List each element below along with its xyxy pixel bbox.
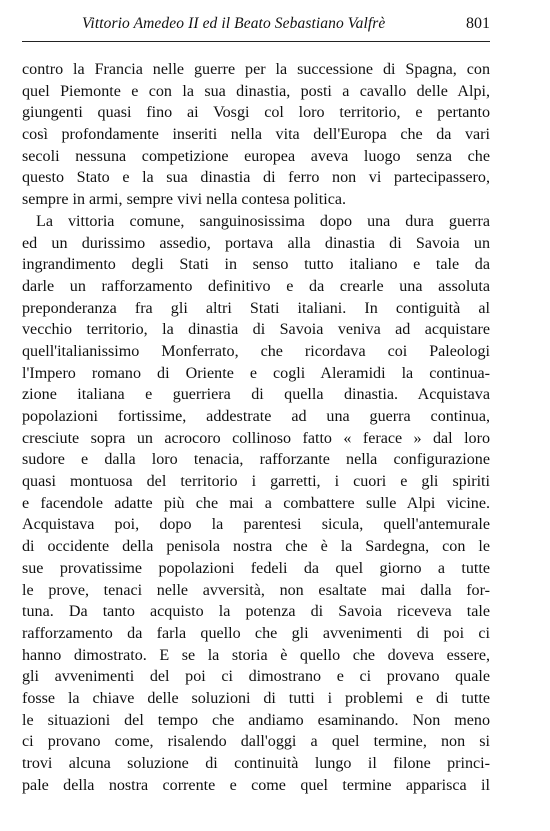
text-line: tuna. Da tanto acquisto la potenza di Savoia riceveva tale — [22, 603, 490, 621]
text-line: l'Impero romano di Oriente e cogli Aleramidi la continua- — [22, 364, 490, 382]
body-text — [22, 59, 490, 796]
text-line: popolazioni fortissime, addestrate ad una guerra continua, — [22, 408, 490, 425]
text-line: sempre in armi, sempre vivi nella contesa politica. — [22, 191, 347, 209]
text-line: questo Stato e la sua dinastia di ferro non vi partecipassero, — [22, 169, 490, 187]
text-line: ingrandimento degli Stati in senso tutto italiano e tale da — [22, 256, 490, 274]
text-line: contro la Francia nelle guerre per la successione di Spagna, con — [22, 61, 490, 78]
running-title: Vittorio Amedeo II ed il Beato Sebastiano Valfrè — [82, 15, 386, 32]
text-line: rafforzamento da farla quello che gli avvenimenti di poi ci — [22, 624, 490, 642]
text-line: ed un durissimo assedio, portava alla dinastia di Savoia un — [22, 234, 490, 252]
text-line: secoli nessuna competizione europea aveva luogo senza che — [22, 147, 490, 165]
text-line: darle un rafforzamento definitivo e da crearle una assoluta — [22, 277, 490, 295]
text-line: sudore e dalla loro tenacia, rafforzante nella configurazione — [22, 451, 490, 469]
text-line: vecchio territorio, la dinastia di Savoia veniva ad acquistare — [22, 321, 490, 339]
running-head — [22, 13, 490, 42]
text-line: sue provatissime popolazioni fedeli da quel giorno a tutte — [22, 559, 490, 577]
text-line: le prove, tenaci nelle avversità, non esaltate mai dalla for- — [22, 581, 490, 599]
text-line: fosse la chiave delle soluzioni di tutti i problemi e di tutte — [22, 689, 490, 707]
text-line: giungenti quasi fino ai Vosgi col loro territorio, e pertanto — [22, 104, 490, 122]
text-line: pale della nostra corrente e come quel termine apparisca il — [22, 776, 490, 794]
text-line: Acquistava poi, dopo la parentesi sicula, quell'antemurale — [22, 516, 490, 534]
text-line: quasi montuosa del territorio i garretti, i cuori e gli spiriti — [22, 473, 490, 491]
text-line: le situazioni del tempo che andiamo esaminando. Non meno — [22, 711, 490, 729]
text-line: ci provano come, risalendo dall'oggi a quel termine, non si — [22, 733, 490, 751]
text-line: gli avvenimenti del poi ci dimostrano e ci provano quale — [22, 668, 490, 686]
text-line: zione italiana e guerriera di quella dinastia. Acquistava — [22, 386, 490, 404]
text-line: e facendole adatte più che mai a combattere sulle Alpi vicine. — [22, 494, 490, 512]
text-line: preponderanza fra gli altri Stati italiani. In contiguità al — [22, 299, 490, 317]
text-line: hanno dimostrato. E se la storia è quello che doveva essere, — [22, 646, 490, 664]
page-number: 801 — [466, 15, 490, 32]
text-line: di occidente della penisola nostra che è la Sardegna, con le — [22, 538, 490, 556]
text-line: quel Piemonte e con la sua dinastia, posti a cavallo delle Alpi, — [22, 82, 490, 100]
text-line: trovi alcuna soluzione di continuità lungo il filone princi- — [22, 755, 490, 772]
text-line: quell'italianissimo Monferrato, che ricordava coi Paleologi — [22, 342, 490, 360]
text-line: La vittoria comune, sanguinosissima dopo una dura guerra — [36, 212, 490, 230]
text-line: cresciute sopra un acrocoro collinoso fatto « ferace » dal loro — [22, 429, 490, 447]
text-line: così profondamente inseriti nella vita dell'Europa che da vari — [22, 126, 490, 144]
